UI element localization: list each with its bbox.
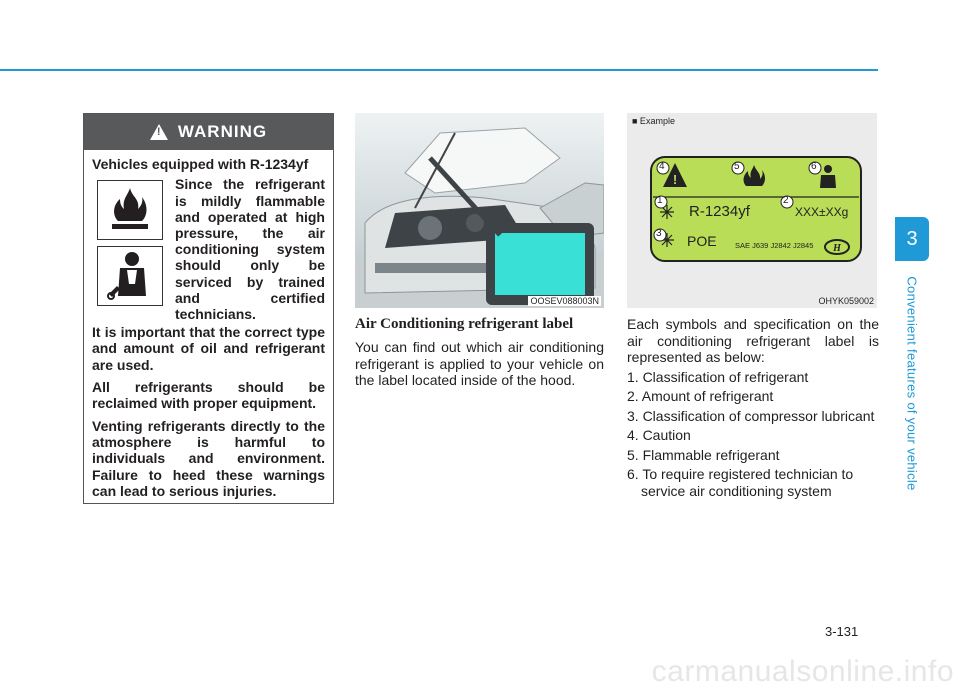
chapter-tab: 3 [895,217,929,261]
marker-4: 4 [659,161,665,172]
chapter-title: Convenient features of your vehicle [904,275,920,491]
marker-6: 6 [811,161,817,172]
warning-flanked-text: Since the refrigerant is mildly flammable and operated at high pressure, the air conditioning system should only be serviced by trained and certified technicians. [175,176,325,322]
label-lubricant: POE [687,233,717,249]
marker-5: 5 [734,161,740,172]
description-intro: Each symbols and specification on the air conditioning refrigerant label is represented as below: [627,316,879,365]
warning-heading: WARNING [177,122,268,141]
list-item: 2. Amount of refrigerant [627,388,774,404]
marker-2: 2 [783,195,789,206]
warning-paragraph-1: It is important that the correct type and amount of oil and refrigerant are used. [92,324,325,373]
warning-header [84,114,333,150]
flame-icon [97,180,163,240]
figure-code: OHYK059002 [818,296,874,306]
label-refrigerant: R-1234yf [689,203,750,220]
technician-icon [97,246,163,306]
warning-subheading: Vehicles equipped with R-1234yf [92,156,309,172]
section-body: You can find out which air conditioning refrigerant is applied to your vehicle on the label located inside of the hood. [355,339,604,388]
list-item: 5. Flammable refrigerant [627,446,780,463]
page-number: 3-131 [825,624,859,639]
section-block [355,316,604,389]
top-rule [0,69,878,71]
refrigerant-label-figure [627,113,877,308]
warning-paragraph-2: All refrigerants should be reclaimed with proper equipment. [92,379,325,412]
description-list [627,369,879,500]
list-item: 4. Caution [627,427,691,443]
marker-1: 1 [657,195,663,206]
label-standards: SAE J639 J2842 J2845 [735,241,814,250]
marker-3: 3 [656,228,662,239]
svg-text:H: H [833,243,841,254]
list-item: 1. Classification of refrigerant [627,368,809,385]
label-amount: XXX±XXg [795,205,849,219]
warning-paragraph-3: Venting refrigerants directly to the atmosphere is harmful to individuals and environment. Failure to heed these warnings can lead to serious injuries. [92,417,325,499]
list-item: 6. To require registered technician to service air conditioning system [627,466,854,499]
watermark: carmanualsonline.info [651,655,954,688]
list-item: 3. Classification of compressor lubricant [627,407,875,424]
svg-text:!: ! [672,172,678,187]
warning-triangle-icon [150,124,168,140]
photo-code: OOSEV088003N [530,296,599,306]
hood-photo [355,113,604,308]
warning-box [83,113,334,504]
figure-caption: ■ Example [632,116,675,126]
description-block [627,316,879,502]
section-heading: Air Conditioning refrigerant label [355,316,574,332]
